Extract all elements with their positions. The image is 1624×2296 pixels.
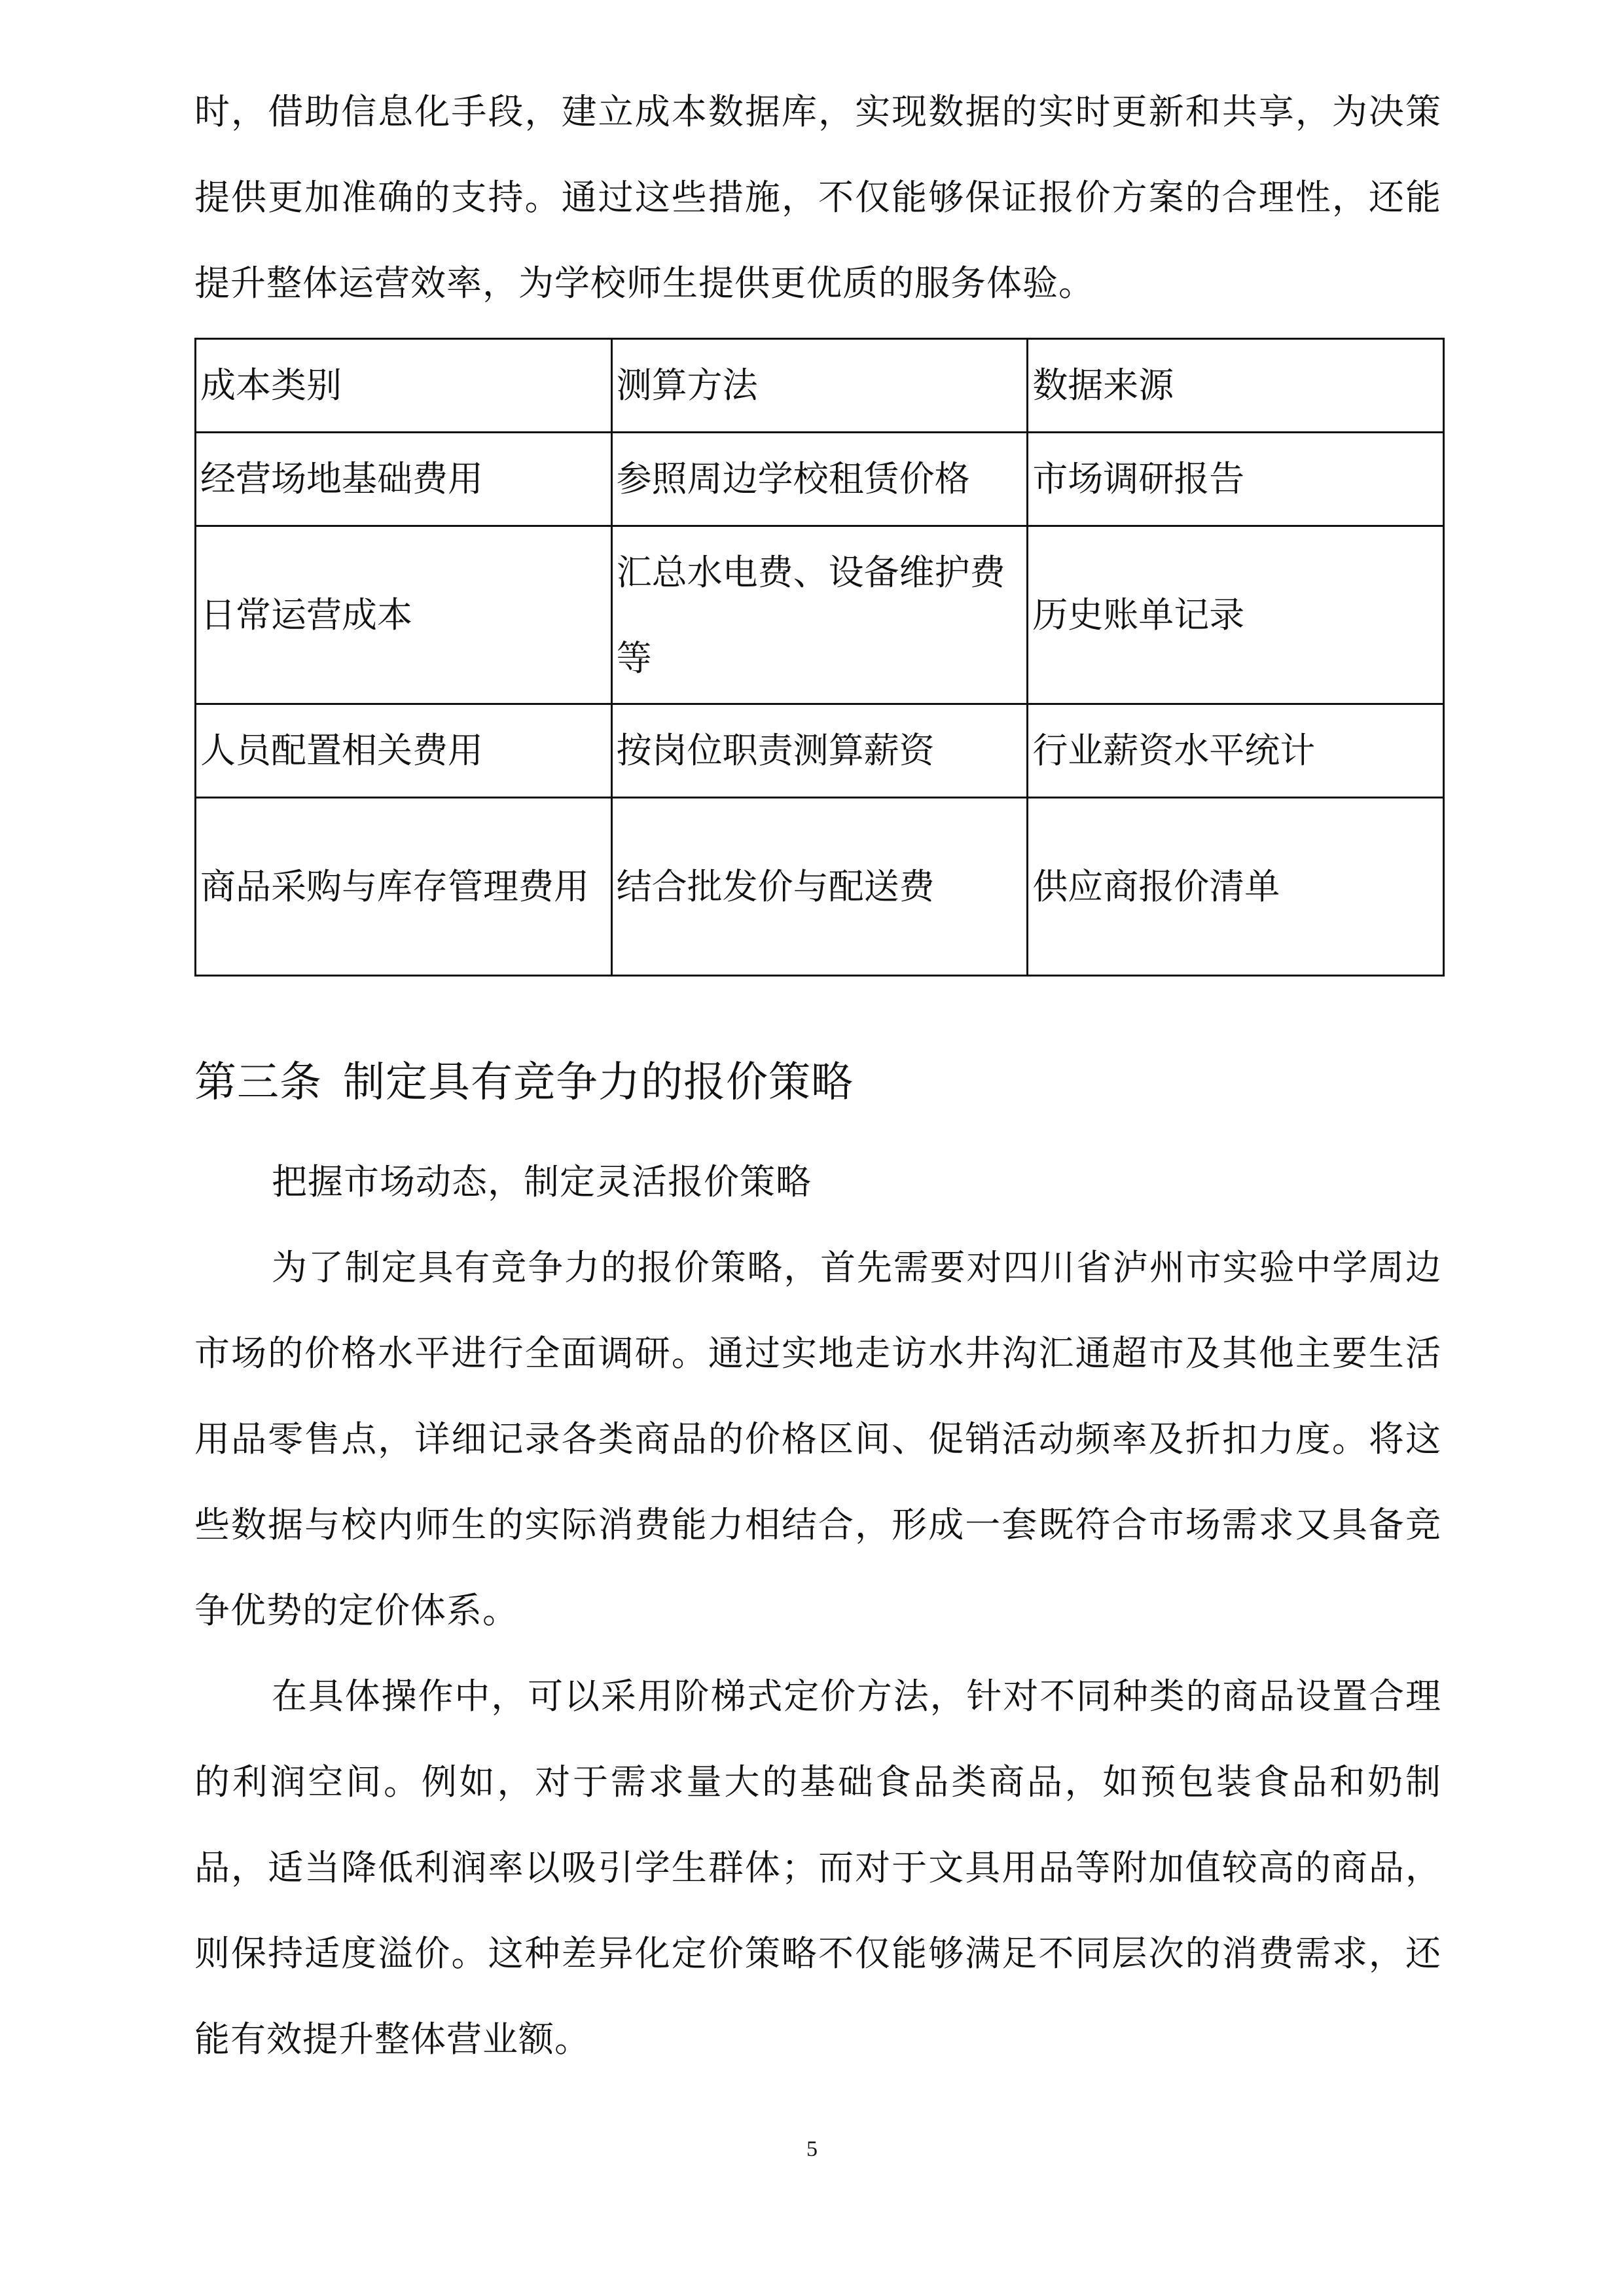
table-cell: 日常运营成本 <box>196 526 612 704</box>
table-cell: 按岗位职责测算薪资 <box>611 704 1028 798</box>
table-header-cell: 成本类别 <box>196 339 612 433</box>
cost-table <box>194 338 1445 977</box>
table-cell: 汇总水电费、设备维护费等 <box>611 526 1028 704</box>
table-cell: 历史账单记录 <box>1028 526 1444 704</box>
section-subtitle: 把握市场动态，制定灵活报价策略 <box>272 1161 812 1202</box>
table-header-cell: 数据来源 <box>1028 339 1444 433</box>
table-row <box>196 704 1444 798</box>
table-row <box>196 798 1444 976</box>
table-cell: 行业薪资水平统计 <box>1028 704 1444 798</box>
table-header-cell: 测算方法 <box>611 339 1028 433</box>
table-cell: 商品采购与库存管理费用 <box>196 798 612 976</box>
section-number: 第三条 <box>194 1058 322 1107</box>
section-title: 制定具有竞争力的报价策略 <box>343 1058 854 1107</box>
table-header-row <box>196 339 1444 433</box>
table-cell: 经营场地基础费用 <box>196 433 612 526</box>
table-row <box>196 433 1444 526</box>
page-content <box>194 69 1441 2082</box>
table-cell: 结合批发价与配送费 <box>611 798 1028 976</box>
table-cell: 市场调研报告 <box>1028 433 1444 526</box>
table-row <box>196 526 1444 704</box>
page-number: 5 <box>806 2137 818 2161</box>
intro-paragraph: 时，借助信息化手段，建立成本数据库，实现数据的实时更新和共享，为决策提供更加准确的支持。通过这些措施，不仅能够保证报价方案的合理性，还能提升整体运营效率，为学校师生提供更优质的服务体验。 <box>194 91 1441 304</box>
body-paragraph: 在具体操作中，可以采用阶梯式定价方法，针对不同种类的商品设置合理的利润空间。例如，对于需求量大的基础食品类商品，如预包装食品和奶制品，适当降低利润率以吸引学生群体；而对于文具用品等附加值较高的商品，则保持适度溢价。这种差异化定价策略不仅能够满足不同层次的消费需求，还能有效提升整体营业额。 <box>194 1676 1441 2060</box>
section-heading <box>194 1050 1441 1115</box>
table-cell: 人员配置相关费用 <box>196 704 612 798</box>
table-cell: 参照周边学校租赁价格 <box>611 433 1028 526</box>
body-paragraph: 为了制定具有竞争力的报价策略，首先需要对四川省泸州市实验中学周边市场的价格水平进行全面调研。通过实地走访水井沟汇通超市及其他主要生活用品零售点，详细记录各类商品的价格区间、促销活动频率及折扣力度。将这些数据与校内师生的实际消费能力相结合，形成一套既符合市场需求又具备竞争优势的定价体系。 <box>194 1247 1441 1631</box>
table-cell: 供应商报价清单 <box>1028 798 1444 976</box>
